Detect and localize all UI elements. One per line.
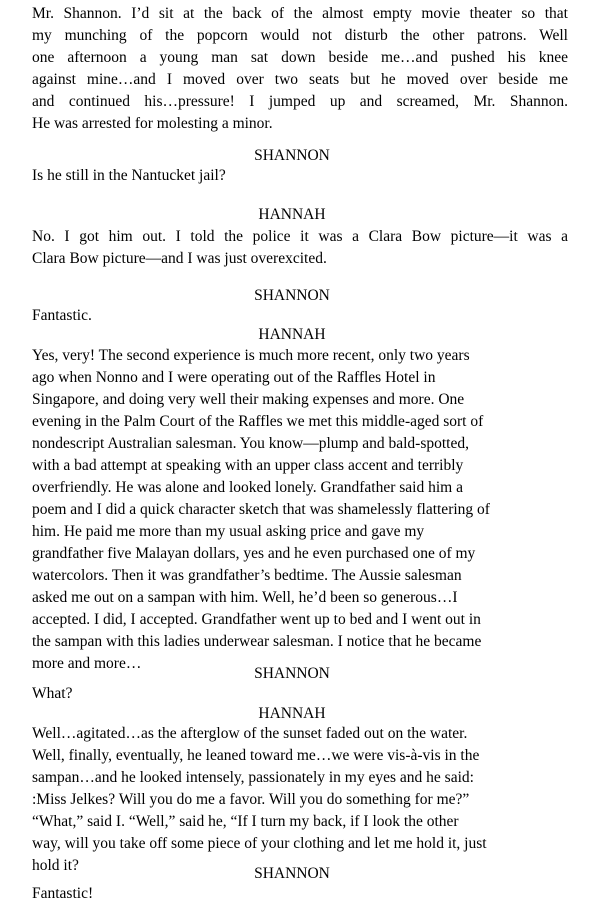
dialogue-line: grandfather five Malayan dollars, yes and he even purchased one of my — [32, 545, 476, 562]
dialogue-line: with a bad attempt at speaking with an upper class accent and terribly — [32, 457, 464, 474]
hannah-dialogue-movie-theater — [32, 3, 568, 135]
dialogue-line: against mine…and I moved over two seats but he moved over beside me — [32, 71, 568, 88]
dialogue-line: He was arrested for molesting a minor. — [32, 115, 273, 132]
speaker-name-hannah: HANNAH — [258, 326, 326, 343]
dialogue-line: the sampan with this ladies underwear salesman. I notice that he became — [32, 633, 482, 650]
dialogue-line: sampan…and he looked intensely, passionately in my eyes and he said: — [32, 769, 474, 786]
dialogue-line: poem and I did a quick character sketch that was shamelessly flattering of — [32, 501, 490, 518]
dialogue-line: him. He paid me more than my usual asking price and gave my — [32, 523, 425, 540]
shannon-dialogue-jail: Is he still in the Nantucket jail? — [32, 167, 226, 184]
dialogue-line: my munching of the popcorn would not disturb the other patrons. Well — [32, 27, 568, 44]
hannah-dialogue-raffles-hotel — [32, 345, 568, 675]
dialogue-line: watercolors. Then it was grandfather’s bedtime. The Aussie salesman — [32, 567, 462, 584]
speaker-name-shannon: SHANNON — [254, 865, 330, 882]
dialogue-line: “What,” said I. “Well,” said he, “If I turn my back, if I look the other — [32, 813, 459, 830]
dialogue-line: hold it? — [32, 857, 79, 874]
dialogue-line: :Miss Jelkes? Will you do me a favor. Will you do something for me?” — [32, 791, 470, 808]
shannon-dialogue-fantastic: Fantastic. — [32, 307, 92, 324]
dialogue-line: more and more… — [32, 655, 142, 672]
hannah-dialogue-clara-bow — [32, 226, 568, 270]
dialogue-line: ago when Nonno and I were operating out of the Raffles Hotel in — [32, 369, 436, 386]
dialogue-line: overfriendly. He was alone and looked lonely. Grandfather said him a — [32, 479, 463, 496]
dialogue-line: way, will you take off some piece of your clothing and let me hold it, just — [32, 835, 487, 852]
dialogue-line: Well…agitated…as the afterglow of the sunset faded out on the water. — [32, 725, 468, 742]
shannon-dialogue-what: What? — [32, 685, 73, 702]
dialogue-line: Well, finally, eventually, he leaned toward me…we were vis-à-vis in the — [32, 747, 480, 764]
shannon-dialogue-fantastic-exclaim: Fantastic! — [32, 885, 94, 902]
dialogue-line: Mr. Shannon. I’d sit at the back of the almost empty movie theater so that — [32, 5, 568, 22]
dialogue-line: accepted. I did, I accepted. Grandfather went up to bed and I went out in — [32, 611, 481, 628]
dialogue-line: No. I got him out. I told the police it was a Clara Bow picture—it was a — [32, 228, 568, 245]
speaker-name-shannon: SHANNON — [254, 287, 330, 304]
dialogue-line: evening in the Palm Court of the Raffles we met this middle-aged sort of — [32, 413, 484, 430]
dialogue-line: Clara Bow picture—and I was just overexcited. — [32, 250, 327, 267]
dialogue-line: Singapore, and doing very well their making expenses and more. One — [32, 391, 465, 408]
hannah-dialogue-sampan — [32, 723, 568, 877]
dialogue-line: one afternoon a young man sat down beside me…and pushed his knee — [32, 49, 568, 66]
speaker-name-shannon: SHANNON — [254, 147, 330, 164]
dialogue-line: nondescript Australian salesman. You know—plump and bald-spotted, — [32, 435, 469, 452]
dialogue-line: and continued his…pressure! I jumped up and screamed, Mr. Shannon. — [32, 93, 568, 110]
speaker-name-hannah: HANNAH — [258, 206, 326, 223]
dialogue-line: asked me out on a sampan with him. Well, he’d been so generous…I — [32, 589, 458, 606]
dialogue-line: Yes, very! The second experience is much more recent, only two years — [32, 347, 470, 364]
speaker-name-hannah: HANNAH — [258, 705, 326, 722]
speaker-name-shannon: SHANNON — [254, 665, 330, 682]
